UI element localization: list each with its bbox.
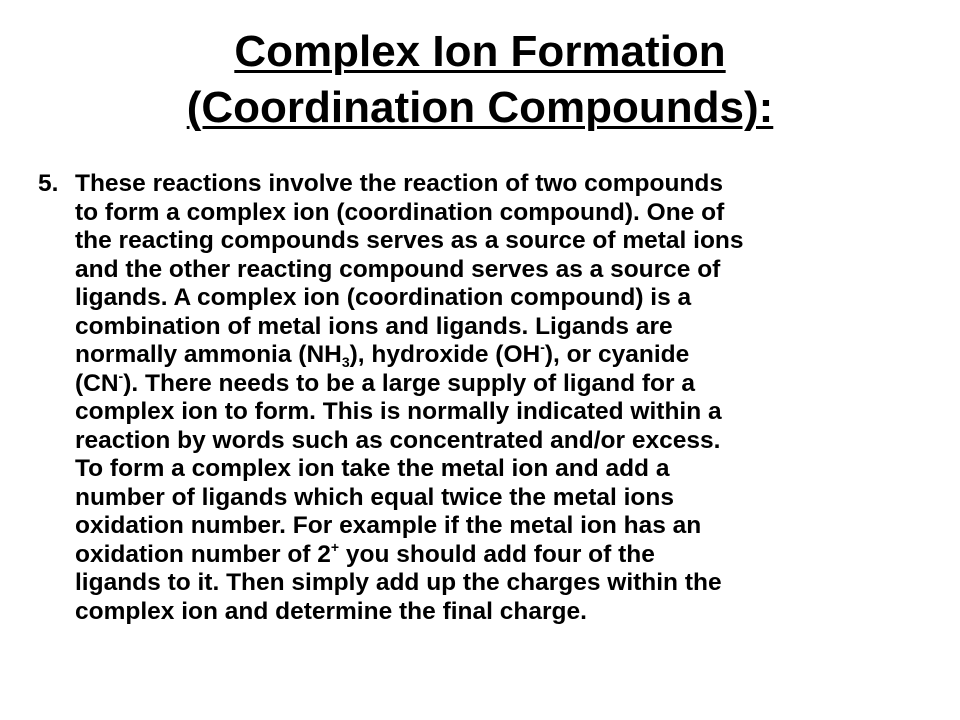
text-fragment: ). There needs to be a large supply of ligand for a	[123, 369, 695, 397]
body-line: to form a complex ion (coordination compound). One of	[75, 198, 725, 226]
numbered-item	[38, 170, 928, 626]
superscript: -	[540, 339, 545, 355]
body-line: and the other reacting compound serves as a source of	[75, 255, 721, 283]
body-line-oxidation	[75, 538, 928, 570]
superscript: +	[330, 538, 340, 555]
body-line: reaction by words such as concentrated and/or excess.	[75, 426, 721, 454]
text-fragment: you should add four of the	[339, 540, 655, 568]
text-fragment: normally ammonia (NH	[75, 341, 342, 368]
body-line: oxidation number. For example if the metal ion has an	[75, 512, 702, 539]
body-line: ligands to it. Then simply add up the charges within the	[75, 569, 722, 596]
item-number: 5.	[38, 170, 59, 197]
item-body	[75, 170, 928, 626]
body-line: the reacting compounds serves as a source of metal ions	[75, 227, 744, 254]
body-line: number of ligands which equal twice the metal ions	[75, 483, 674, 511]
text-fragment: (CN	[75, 369, 119, 397]
text-fragment: ), or cyanide	[544, 341, 690, 368]
title-line-2: (Coordination Compounds):	[186, 83, 774, 132]
body-line: combination of metal ions and ligands. Ligands are	[75, 312, 673, 340]
subscript: 3	[341, 354, 350, 370]
superscript: -	[118, 367, 124, 384]
body-line: To form a complex ion take the metal ion and add a	[75, 455, 670, 482]
text-fragment: ), hydroxide (OH	[349, 341, 541, 368]
title-line-1: Complex Ion Formation	[234, 27, 726, 76]
body-line: ligands. A complex ion (coordination compound) is a	[75, 284, 692, 311]
body-line-cyanide	[75, 367, 928, 399]
slide-title	[0, 24, 960, 136]
body-line: complex ion and determine the final charge.	[75, 597, 587, 625]
body-line-ligand-examples	[75, 341, 928, 370]
text-fragment: oxidation number of 2	[75, 540, 331, 568]
body-line: These reactions involve the reaction of two compounds	[75, 170, 724, 197]
body-line: complex ion to form. This is normally indicated within a	[75, 398, 722, 425]
